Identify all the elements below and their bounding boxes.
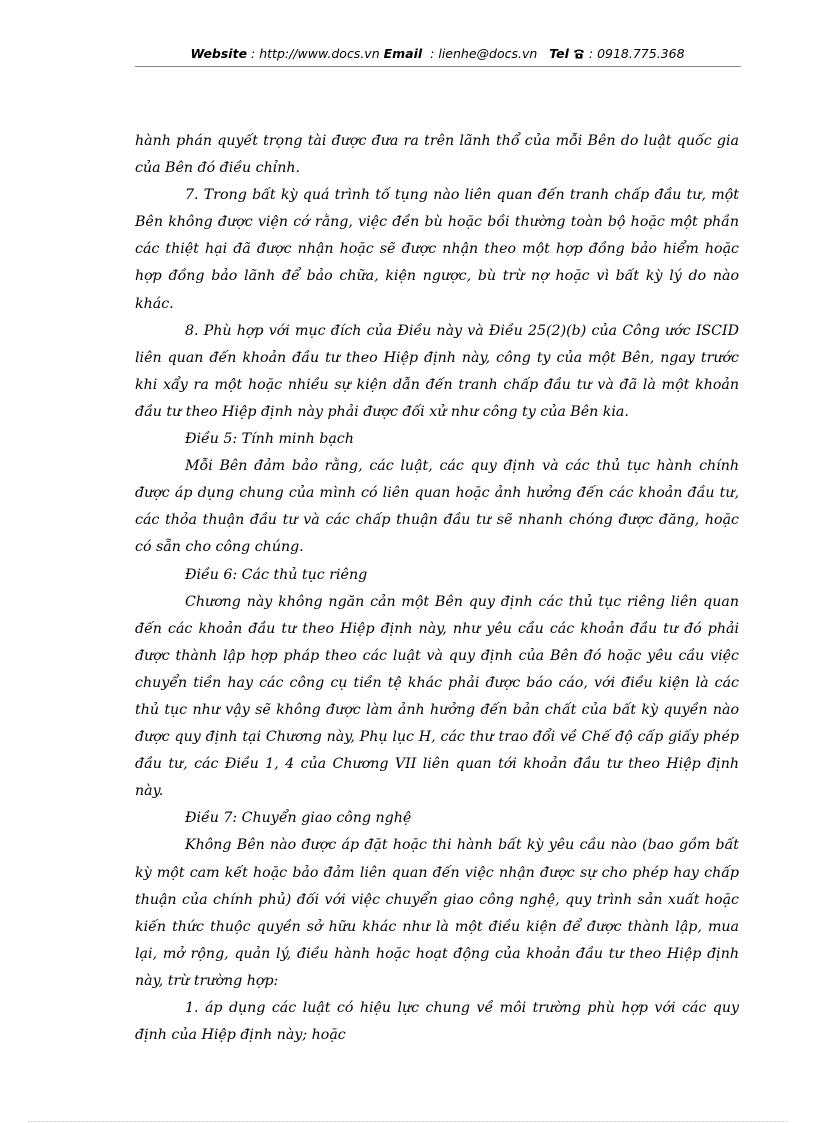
header-divider — [135, 66, 741, 67]
paragraph: Chương này không ngăn cản một Bên quy định các thủ tục riêng liên quan đến các khoản đầu tư theo Hiệp định này, như yêu cầu các khoản đầu tư đó phải được thành lập hợp pháp theo các luật và quy định của Bên đó hoặc yêu cầu việc chuyển tiền hay các công cụ tiền tệ khác phải được báo cáo, với điều kiện là các thủ tục như vậy sẽ không được làm ảnh hưởng đến bản chất của bất kỳ quyền nào được quy định tại Chương này, Phụ lục H, các thư trao đổi về Chế độ cấp giấy phép đầu tư, các Điều 1, 4 của Chương VII liên quan tới khoản đầu tư theo Hiệp định này. — [135, 593, 739, 800]
email-label: Email — [383, 46, 423, 61]
paragraph: Mỗi Bên đảm bảo rằng, các luật, các quy định và các thủ tục hành chính được áp dụng chung của mình có liên quan hoặc ảnh hưởng đến các khoản đầu tư, các thỏa thuận đầu tư và các chấp thuận đầu tư sẽ nhanh chóng được đăng, hoặc có sẵn cho công chúng. — [135, 458, 739, 556]
page-header: Website : http://www.docs.vn Email : lienhe@docs.vn Tel : 0918.775.368 — [190, 46, 685, 61]
page-bottom-border — [28, 1121, 788, 1122]
telephone-icon — [573, 47, 585, 58]
tel-value: 0918.775.368 — [597, 46, 685, 61]
website-label: Website — [190, 46, 248, 61]
paragraph: hành phán quyết trọng tài được đưa ra trên lãnh thổ của mỗi Bên do luật quốc gia của Bên đó điều chỉnh. — [135, 133, 739, 177]
paragraph: Không Bên nào được áp đặt hoặc thi hành bất kỳ yêu cầu nào (bao gồm bất kỳ một cam kết hoặc bảo đảm liên quan đến việc nhận được sự cho phép hay chấp thuận của chính phủ) đối với việc chuyển giao công nghệ, quy trình sản xuất hoặc kiến thức thuộc quyền sở hữu khác như là một điều kiện để được thành lập, mua lại, mở rộng, quản lý, điều hành hoặc hoạt động của khoản đầu tư theo Hiệp định này, trừ trường hợp: — [135, 837, 739, 989]
article-heading: Điều 7: Chuyển giao công nghệ — [185, 810, 412, 827]
article-heading: Điều 5: Tính minh bạch — [185, 431, 354, 448]
email-link[interactable]: lienhe@docs.vn — [438, 46, 538, 61]
website-link[interactable]: http://www.docs.vn — [259, 46, 380, 61]
paragraph: 7. Trong bất kỳ quá trình tố tụng nào liên quan đến tranh chấp đầu tư, một Bên không được viện cớ rằng, việc đền bù hoặc bồi thường toàn bộ hoặc một phần các thiệt hại đã được nhận hoặc sẽ được nhận theo một hợp đồng bảo hiểm hoặc hợp đồng bảo lãnh để bảo chữa, kiện ngược, bù trừ nợ hoặc vì bất kỳ lý do nào khác. — [135, 187, 739, 312]
paragraph: 8. Phù hợp với mục đích của Điều này và Điều 25(2)(b) của Công ước ISCID liên quan đến khoản đầu tư theo Hiệp định này, công ty của một Bên, ngay trước khi xẩy ra một hoặc nhiều sự kiện dẫn đến tranh chấp đầu tư và đã là một khoản đầu tư theo Hiệp định này phải được đối xử như công ty của Bên kia. — [135, 322, 739, 420]
article-heading: Điều 6: Các thủ tục riêng — [185, 566, 368, 583]
document-body — [135, 128, 739, 1049]
paragraph: 1. áp dụng các luật có hiệu lực chung về môi trường phù hợp với các quy định của Hiệp định này; hoặc — [135, 1000, 739, 1044]
tel-label: Tel — [549, 46, 569, 61]
